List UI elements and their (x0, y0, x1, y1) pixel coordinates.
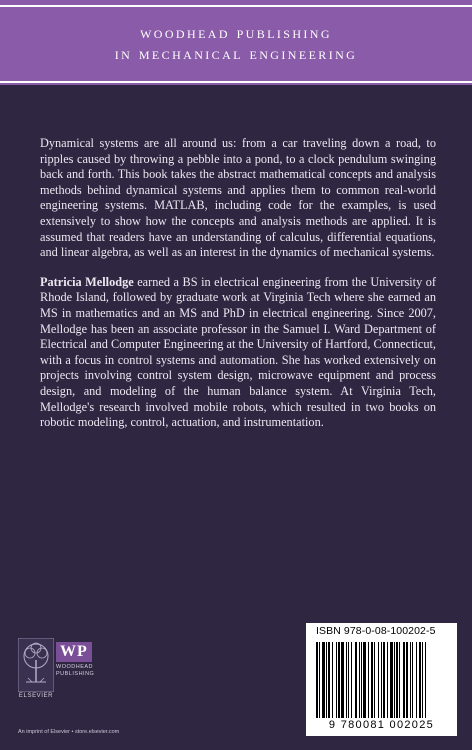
elsevier-wordmark: ELSEVIER (18, 693, 54, 699)
imprint-line: An imprint of Elsevier • store.elsevier.com (18, 729, 120, 735)
barcode-digits: 9 780081 002025 (328, 719, 435, 731)
series-title-line1: woodhead publishing (140, 23, 332, 42)
author-name: Patricia Mellodge (40, 274, 134, 289)
series-title-line2: in mechanical engineering (114, 44, 358, 63)
woodhead-logo (56, 642, 136, 678)
isbn-label: ISBN 978-0-08-100202-5 (316, 625, 436, 637)
wp-name-line2: PUBLISHING (56, 671, 95, 677)
cover-text (40, 136, 436, 445)
banner-rule-top (0, 5, 472, 7)
publisher-logos (18, 638, 138, 738)
barcode-image (316, 642, 447, 718)
author-bio (40, 275, 436, 431)
series-banner (0, 0, 472, 85)
book-description: Dynamical systems are all around us: from a car traveling down a road, to ripples caused by throwing a pebble into a pond, to a clock pendulum swinging back and forth. This book takes the abstract mathematical concepts and analysis methods behind dynamical systems and applies them to common real-world engineering systems. MATLAB, including code for the examples, is used extensively to show how the concepts and analysis methods are applied. It is assumed that readers have an understanding of calculus, differential equations, and linear algebra, as well as an interest in the dynamics of mechanical systems. (40, 136, 436, 260)
barcode-box (306, 623, 457, 736)
series-title (0, 22, 472, 64)
elsevier-tree-icon (18, 638, 54, 692)
wp-name-line1: WOODHEAD (56, 664, 93, 670)
wp-mark: WP (56, 642, 92, 662)
wp-name (56, 664, 136, 678)
author-bio-text: earned a BS in electrical engineering from the University of Rhode Island, followed by graduate work at Virginia Tech where she earned an MS in mathematics and an MS and PhD in electrical engineering. Since 2007, Mellodge has been an associate professor in the Samuel I. Ward Department of Electrical and Computer Engineering at the University of Hartford, Connecticut, with a focus in control systems and automation. She has worked extensively on projects involving control system design, microwave equipment and process design, and modeling of the human balance system. At Virginia Tech, Mellodge's research involved mobile robots, which resulted in two books on robotic modeling, control, actuation, and instrumentation. (40, 274, 437, 430)
banner-rule-bottom (0, 81, 472, 83)
